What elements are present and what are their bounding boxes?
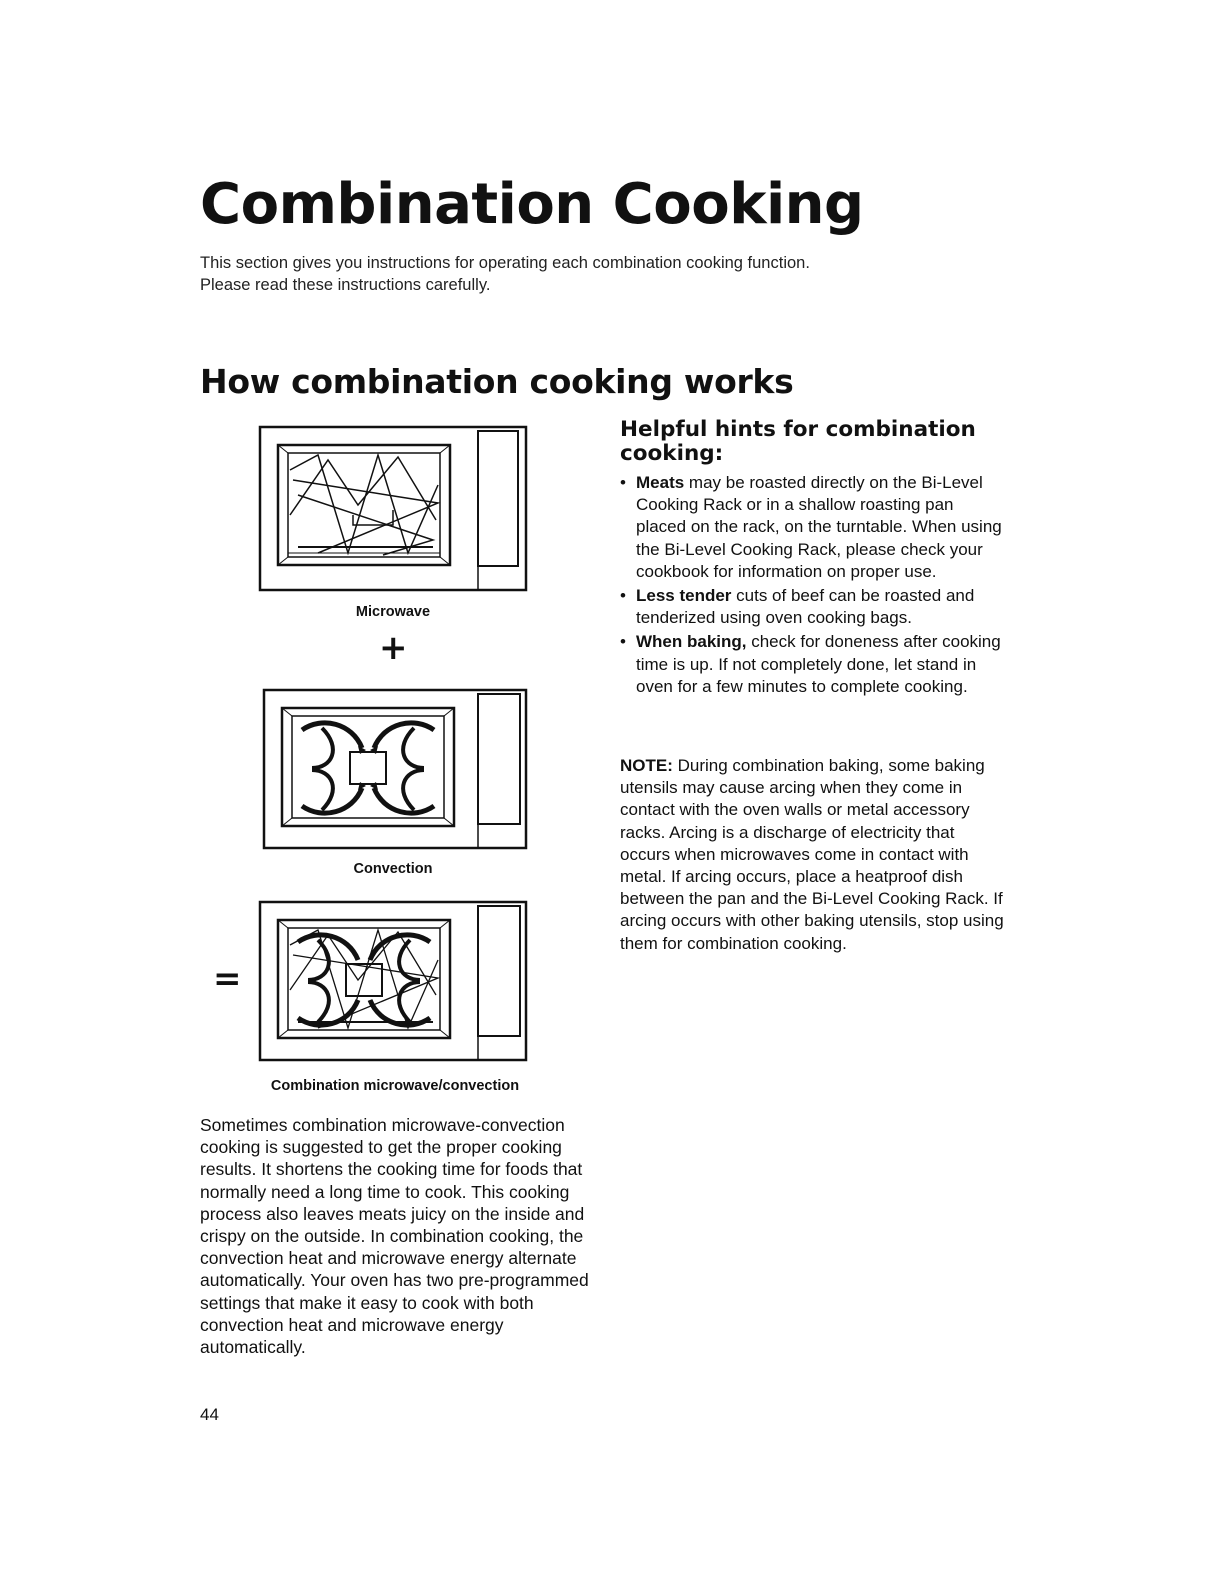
note-label: NOTE: [620, 756, 673, 775]
list-item [620, 585, 1005, 629]
combination-diagram [258, 900, 530, 1063]
intro-line-2: Please read these instructions carefully. [200, 276, 491, 294]
list-item [620, 472, 1005, 583]
note-paragraph [620, 755, 1005, 955]
intro-text [200, 252, 810, 296]
hint-lead: Less tender [636, 586, 732, 606]
hint-text: check for doneness after cooking time is up. If not completely done, let stand in oven for a few minutes to complete cooking. [636, 632, 1001, 696]
body-paragraph [200, 1114, 595, 1358]
convection-diagram [262, 688, 532, 850]
note-text: During combination baking, some baking utensils may cause arcing when they come in contact with the oven walls or metal accessory racks. Arcing is a discharge of electricity that occurs when microwaves come in contact with metal. If arcing occurs, place a heatproof dish between the pan and the Bi-Level Cooking Rack. If arcing occurs with other baking utensils, stop using them for combination cooking. [620, 756, 1004, 953]
hints-heading: Helpful hints for combination cooking: [620, 417, 976, 466]
microwave-diagram [258, 425, 528, 593]
intro-line-1: This section gives you instructions for operating each combination cooking function. [200, 254, 810, 272]
bullet: • [620, 473, 626, 492]
bullet: • [620, 632, 626, 652]
hint-lead: Meats [636, 473, 685, 492]
plus-sign: + [379, 628, 408, 668]
equals-sign: = [213, 959, 242, 999]
section-heading: How combination cooking works [200, 362, 794, 401]
hints-list [620, 472, 1005, 700]
microwave-caption: Microwave [355, 604, 431, 620]
hint-text: may be roasted directly on the Bi-Level Cooking Rack or in a shallow roasting pan placed on the rack, on the turntable. When using the Bi-Level Cooking Rack, please check your cookbook for information on proper use. [636, 473, 1002, 581]
page-number: 44 [200, 1405, 219, 1424]
convection-caption: Convection [353, 861, 433, 877]
bullet: • [620, 586, 626, 606]
list-item [620, 631, 1005, 698]
combination-caption: Combination microwave/convection [270, 1078, 520, 1094]
hint-text: cuts of beef can be roasted and tenderized using oven cooking bags. [636, 586, 975, 628]
body-paragraph-text: Sometimes combination microwave-convection cooking is suggested to get the proper cooking results. It shortens the cooking time for foods that normally need a long time to cook. This cooking process also leaves meats juicy on the inside and crispy on the outside. In combination cooking, the convection heat and microwave energy alternate automatically. Your oven has two pre-programmed settings that make it easy to cook with both convection heat and microwave energy automatically. [200, 1115, 589, 1358]
hint-lead: When baking, [636, 632, 747, 652]
page-title: Combination Cooking [200, 172, 864, 237]
